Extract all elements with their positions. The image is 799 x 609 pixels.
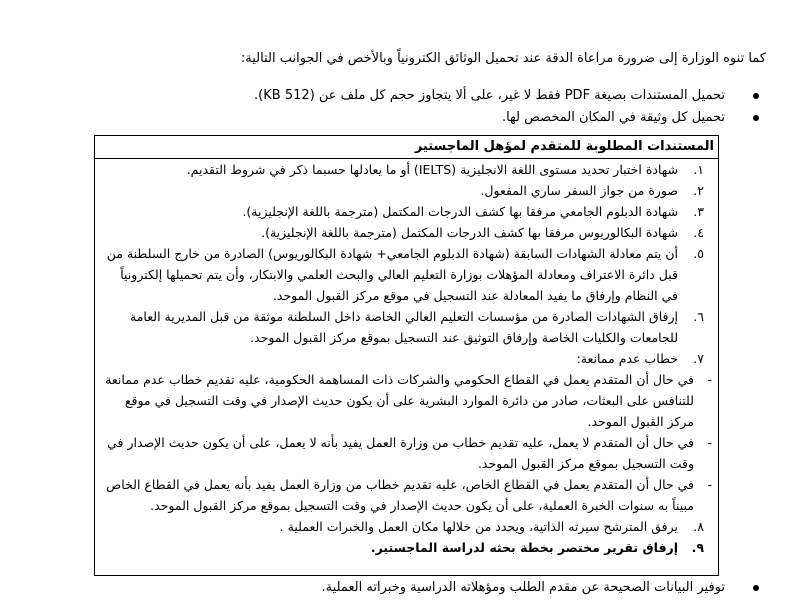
item-number: ٣. (693, 204, 704, 219)
bullet-text: تحميل كل وثيقة في المكان المخصص لها. (501, 110, 725, 125)
documents-table (94, 135, 719, 576)
item-text: شهادة الدبلوم الجامعي مرفقا بها كشف الدرجات المكتمل (مترجمة باللغة الإنجليزية). (242, 204, 678, 219)
item-text: يرفق المترشح سيرته الذاتية، ويحدد من خلالها مكان العمل والخبرات العملية . (279, 519, 678, 534)
bullet-text: توفير البيانات الصحيحة عن مقدم الطلب ومؤهلاته الدراسية وخبراته العملية. (321, 580, 725, 595)
item-text: صورة من جواز السفر ساري المفعول. (480, 183, 678, 198)
list-item (103, 222, 712, 243)
sub-item-text: في حال أن المتقدم يعمل في القطاع الحكومي والشركات ذات المساهمة الحكومية، عليه تقديم خطاب عدم ممانعة للتنافس على البعثات، صادر من دائرة الموارد البشرية على أن يكون حديث الإصدار في وقت التسجيل في موقع مركز القبول الموحد. (105, 372, 694, 429)
list-item (103, 201, 712, 222)
table-header: المستندات المطلوبة للمتقدم لمؤهل الماجستير (95, 136, 718, 159)
bullet-text: تحميل المستندات بصيغة PDF فقط لا غير، على ألا يتجاوز حجم كل ملف عن (512 KB). (254, 88, 725, 103)
list-item (103, 348, 712, 369)
item-text: شهادة اختبار تحديد مستوى اللغة الانجليزية (IELTS) أو ما يعادلها حسبما ذكر في شروط التقديم. (186, 162, 678, 177)
item-number: ٦. (693, 309, 704, 324)
item-number: ٨. (693, 519, 704, 534)
bullet-icon (753, 93, 759, 99)
sub-item (103, 369, 712, 432)
item-number: ١. (693, 162, 704, 177)
item-text: خطاب عدم ممانعة: (576, 351, 678, 366)
list-item (103, 516, 712, 537)
sub-item (103, 432, 712, 474)
sub-item-text: في حال أن المتقدم لا يعمل، عليه تقديم خطاب من وزارة العمل يفيد بأنه لا يعمل، على أن يكون حديث الإصدار في وقت التسجيل بموقع مركز القبول الموحد. (107, 435, 694, 471)
footer-bullet (322, 577, 759, 599)
item-number: ٤. (693, 225, 704, 240)
item-number: ٧. (693, 351, 704, 366)
sub-item-text: في حال أن المتقدم يعمل في القطاع الخاص، عليه تقديم خطاب من وزارة العمل يفيد بأنه يعمل في القطاع الخاص مبيناً به سنوات الخبرة العملية، على أن يكون حديث الإصدار في وقت التسجيل بموقع مركز القبول الموحد. (106, 477, 694, 513)
item-number: ٥. (693, 246, 704, 261)
item-text: أن يتم معادلة الشهادات السابقة (شهادة الدبلوم الجامعي+ شهادة البكالوريوس) الصادرة من خارج السلطنة من قبل دائرة الاعتراف ومعادلة المؤهلات بوزارة التعليم العالي والبحث العلمي والابتكار، وأن يتم تحميلها إلكترونياً في النظام وإرفاق ما يفيد المعادلة عند التسجيل في موقع مركز القبول الموحد. (106, 246, 678, 303)
dash-icon: - (707, 372, 712, 387)
intro-text: كما تنوه الوزارة إلى ضرورة مراعاة الدقة عند تحميل الوثائق الكترونياً وبالأخص في الجوانب التالية: (240, 51, 766, 66)
sub-item (103, 474, 712, 516)
list-item (103, 180, 712, 201)
bullet-item (254, 107, 759, 129)
bullet-icon (753, 585, 759, 591)
requirements-bullets (254, 85, 759, 129)
item-text: شهادة البكالوريوس مرفقا بها كشف الدرجات المكتمل (مترجمة باللغة الإنجليزية). (261, 225, 678, 240)
list-item (103, 243, 712, 306)
item-number: ٩. (691, 540, 704, 555)
bullet-item (254, 85, 759, 107)
item-text: إرفاق تقرير مختصر بخطة بحثه لدراسة الماجستير. (370, 540, 678, 555)
bullet-icon (753, 115, 759, 121)
documents-list (95, 159, 718, 558)
list-item (103, 537, 712, 558)
dash-icon: - (707, 477, 712, 492)
dash-icon: - (707, 435, 712, 450)
item-number: ٢. (693, 183, 704, 198)
list-item (103, 159, 712, 180)
item-text: إرفاق الشهادات الصادرة من مؤسسات التعليم العالي الخاصة داخل السلطنة موثقة من قبل المديرية العامة للجامعات والكليات الخاصة وإرفاق التوثيق عند التسجيل بموقع مركز القبول الموحد. (130, 309, 678, 345)
list-item (103, 306, 712, 348)
